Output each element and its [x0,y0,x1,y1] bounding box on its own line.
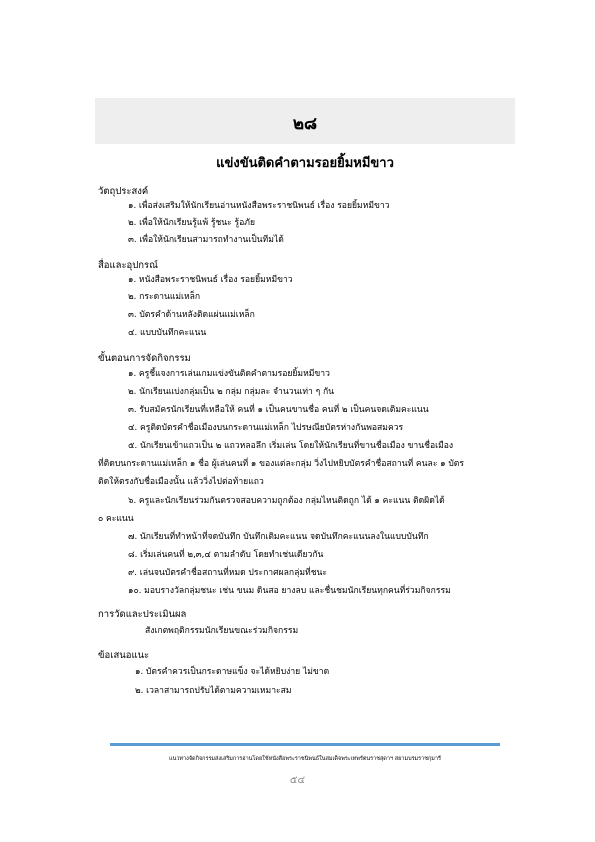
procedure-item: ๒. นักเรียนแบ่งกลุ่มเป็น ๒ กลุ่ม กลุ่มละ จำนวนเท่า ๆ กัน [128,387,335,397]
suggestion-item: ๒. เวลาสามารถปรับได้ตามความเหมาะสม [135,686,292,696]
evaluation-heading: การวัดและประเมินผล [98,609,187,620]
footer-text: แนวทางจัดกิจกรรมส่งเสริมการอ่านโดยใช้หนังสือพระราชนิพนธ์ในสมเด็จพระเทพรัตนราชสุดาฯ สยามบรมราชกุมารี [169,756,441,762]
procedure-item: ๓. รับสมัครนักเรียนที่เหลือให้ คนที่ ๑ เป็นคนขานชื่อ คนที่ ๒ เป็นคนจดเติมคะแนน [128,405,429,415]
page-title: แข่งขันติดคำตามรอยยิ้มหมีขาว [216,156,394,171]
procedure-item: ๗. นักเรียนที่ทำหน้าที่จดบันทึก บันทึกเติมคะแนน จดบันทึกคะแนนลงในแบบบันทึก [128,532,429,542]
objective-item: ๓. เพื่อให้นักเรียนสามารถทำงานเป็นทีมได้ [128,235,284,245]
procedure-heading: ขั้นตอนการจัดกิจกรรม [98,353,191,364]
objectives-heading: วัตถุประสงค์ [98,186,149,197]
procedure-item: ๔. ครูติดบัตรคำชื่อเมืองบนกระดานแม่เหล็ก ไปรษณียบัตรห่างกันพอสมควร [128,423,404,433]
suggestions-heading: ข้อเสนอแนะ [98,650,150,661]
procedure-item-continued: ติดให้ตรงกับชื่อเมืองนั้น แล้ววิ่งไปต่อท้ายแถว [98,477,264,487]
footer-divider [110,743,500,746]
material-item: ๓. บัตรคำด้านหลังติดแผ่นแม่เหล็ก [128,310,255,320]
suggestion-item: ๑. บัตรคำควรเป็นกระดาษแข็ง จะได้หยิบง่าย ไม่ขาด [135,667,330,677]
procedure-item: ๕. นักเรียนเข้าแถวเป็น ๒ แถวหลอลึก เริ่มเล่น โดยให้นักเรียนที่ขานชื่อเมือง ขานชื่อเมือง [128,441,454,451]
page-number: ๕๔ [289,775,306,786]
procedure-item: ๙. เล่นจนบัตรคำชื่อสถานที่หมด ประกาศผลกลุ่มที่ชนะ [128,568,328,578]
material-item: ๑. หนังสือพระราชนิพนธ์ เรื่อง รอยยิ้มหมีขาว [128,275,293,285]
material-item: ๒. กระดานแม่เหล็ก [128,292,201,302]
evaluation-item: สังเกตพฤติกรรมนักเรียนขณะร่วมกิจกรรม [145,626,299,636]
material-item: ๔. แบบบันทึกคะแนน [128,328,207,338]
procedure-item: ๘. เริ่มเล่นคนที่ ๒,๓,๔ ตามลำดับ โดยทำเช่นเดียวกัน [128,550,324,560]
objective-item: ๑. เพื่อส่งเสริมให้นักเรียนอ่านหนังสือพระราชนิพนธ์ เรื่อง รอยยิ้มหมีขาว [128,201,390,211]
activity-number: ๒๘ [292,114,318,134]
procedure-item: ๑๐. มอบรางวัลกลุ่มชนะ เช่น ขนม ดินสอ ยางลบ และชื่นชมนักเรียนทุกคนที่ร่วมกิจกรรม [128,586,451,596]
procedure-item-continued: ๐ คะแนน [98,514,134,524]
procedure-item-continued: ที่ติดบนกระดานแม่เหล็ก ๑ ชื่อ ผู้เล่นคนที่ ๑ ของแต่ละกลุ่ม วิ่งไปหยิบบัตรคำชื่อสถานที่ คนละ ๑ บัตร [98,459,465,469]
procedure-item: ๖. ครูและนักเรียนร่วมกันตรวจสอบความถูกต้อง กลุ่มไหนติดถูก ได้ ๑ คะแนน ติดผิดได้ [128,496,445,506]
objective-item: ๒. เพื่อให้นักเรียนรู้แพ้ รู้ชนะ รู้อภัย [128,218,255,228]
activity-number-banner [95,98,515,144]
materials-heading: สื่อและอุปกรณ์ [98,260,158,271]
procedure-item: ๑. ครูชี้แจงการเล่นเกมแข่งขันติดคำตามรอยยิ้มหมีขาว [128,369,330,379]
